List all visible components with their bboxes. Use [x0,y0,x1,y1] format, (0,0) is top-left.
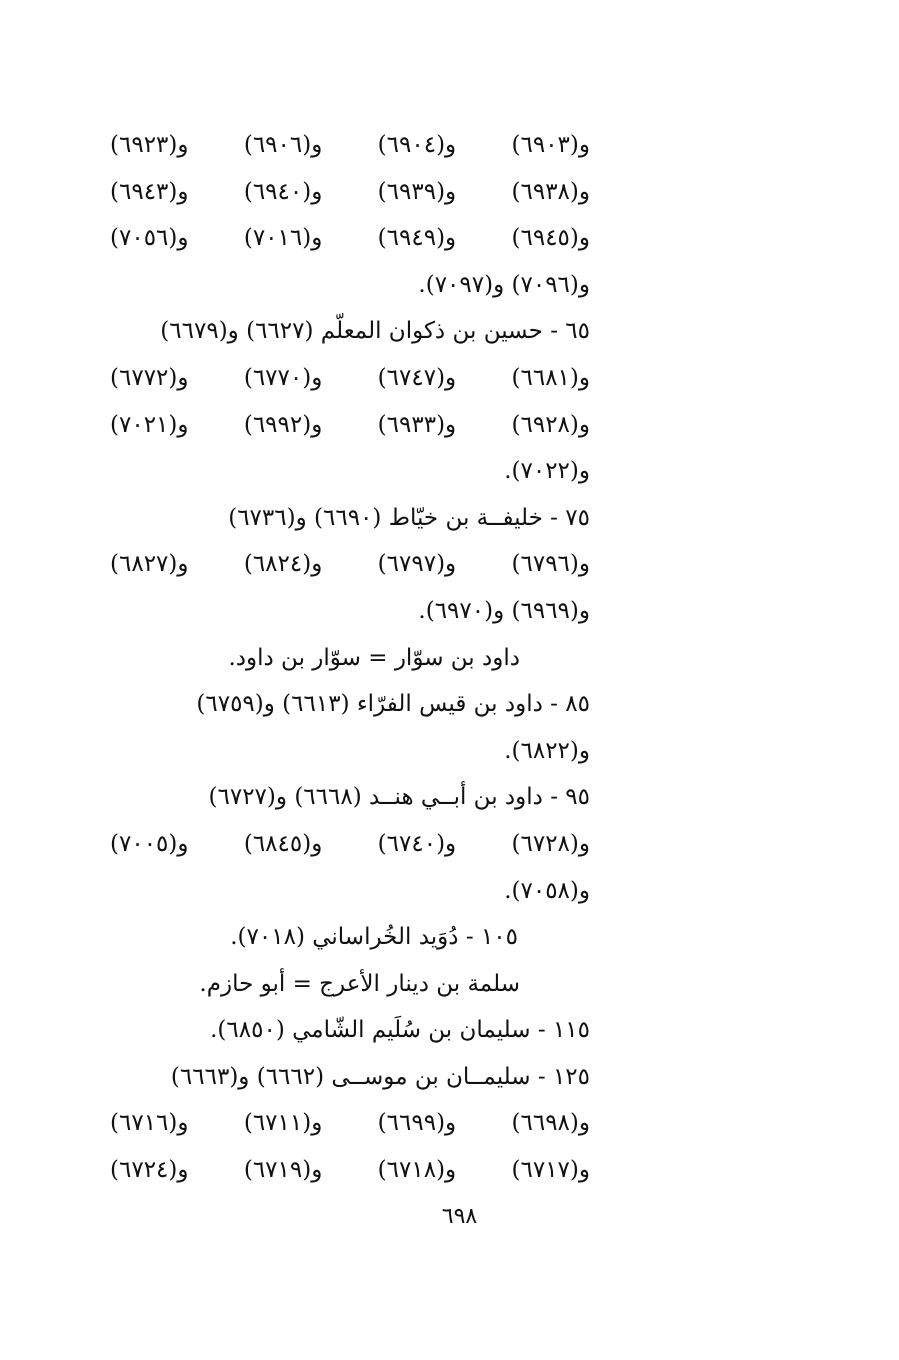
reference-number: و(٦٧٢٤) [110,1157,189,1184]
reference-row [110,541,590,588]
reference-number: و(٧٠٥٦) [110,225,189,252]
reference-number: و(٦٩٤٣) [110,178,189,205]
reference-number: و(٦٩٢٨) [511,411,590,438]
reference-number: و(٦٩٣٣) [377,411,457,438]
page-number: ٦٩٨ [441,1204,478,1229]
reference-number: و(٦٧١٧) [511,1157,590,1184]
reference-number: و(٦٩٤٩) [377,225,457,252]
reference-row [110,821,590,868]
index-entry-line: ٧٥ - خليفــة بن خيّاط (٦٦٩٠) و(٦٧٣٦) [228,504,590,531]
reference-number: و(٦٧١١) [243,1110,323,1137]
reference-number: و(٦٧٩٧) [377,551,457,578]
reference-number: و(٦٨٤٥) [243,830,323,857]
reference-number: و(٦٩٣٩) [377,178,457,205]
reference-number: و(٧٠٠٥) [110,830,189,857]
index-entry-line: و(٧٠٢٢). [504,458,590,485]
reference-number: و(٦٩٣٨) [511,178,590,205]
reference-number: و(٦٩٠٦) [243,132,323,158]
reference-number: و(٦٦٩٩) [377,1110,457,1137]
index-text-block [110,122,590,1194]
index-entry-line: و(٦٩٦٩) و(٦٩٧٠). [418,597,590,624]
reference-row [110,215,590,262]
index-entry-line: ٩٥ - داود بن أبــي هنــد (٦٦٦٨) و(٦٧٢٧) [208,784,590,811]
reference-number: و(٦٧٩٦) [511,551,590,578]
reference-number: و(٦٩٢٣) [110,132,189,158]
reference-number: و(٦٧٧٠) [243,364,323,391]
index-entry-line: ٨٥ - داود بن قيس الفرّاء (٦٦١٣) و(٦٧٥٩) [196,691,590,718]
reference-number: و(٦٩٠٤) [377,132,457,158]
reference-row [110,1147,590,1194]
cross-reference-line: ١٠٥ - دُوَيد الخُراساني (٧٠١٨). [230,924,518,951]
reference-number: و(٦٩٤٥) [511,225,590,252]
reference-row [110,169,590,216]
reference-number: و(٦٧٢٨) [511,830,590,857]
reference-number: و(٦٩٩٢) [243,411,323,438]
index-entry-line: و(٧٠٩٦) و(٧٠٩٧). [418,271,590,298]
reference-row [110,122,590,169]
index-entry-line: ١١٥ - سليمان بن سُلَيم الشّامي (٦٨٥٠). [210,1017,590,1044]
reference-number: و(٦٨٢٤) [243,551,323,578]
reference-number: و(٧٠٢١) [110,411,189,438]
cross-reference-line: سلمة بن دينار الأعرج = أبو حازم. [199,970,520,997]
reference-number: و(٦٩٤٠) [243,178,323,205]
reference-number: و(٦٧٧٢) [110,364,189,391]
cross-reference-line: داود بن سوّار = سوّار بن داود. [228,644,520,671]
reference-row [110,402,590,449]
reference-number: و(٧٠١٦) [243,225,323,252]
reference-number: و(٦٦٩٨) [511,1110,590,1137]
reference-row [110,1100,590,1147]
index-entry-line: و(٦٨٢٢). [504,737,590,764]
reference-number: و(٦٧١٨) [377,1157,457,1184]
reference-number: و(٦٨٢٧) [110,551,189,578]
index-entry-line: ٦٥ - حسين بن ذكوان المعلّم (٦٦٢٧) و(٦٦٧٩) [160,318,590,345]
reference-number: و(٦٧٤٧) [377,364,457,391]
reference-number: و(٦٧١٦) [110,1110,189,1137]
reference-row [110,355,590,402]
index-entry-line: و(٧٠٥٨). [504,877,590,904]
reference-number: و(٦٧٤٠) [377,830,457,857]
reference-number: و(٦٩٠٣) [511,132,590,158]
index-entry-line: ١٢٥ - سليمــان بن موســى (٦٦٦٢) و(٦٦٦٣) [170,1063,590,1090]
reference-number: و(٦٧١٩) [243,1157,323,1184]
reference-number: و(٦٦٨١) [511,364,590,391]
